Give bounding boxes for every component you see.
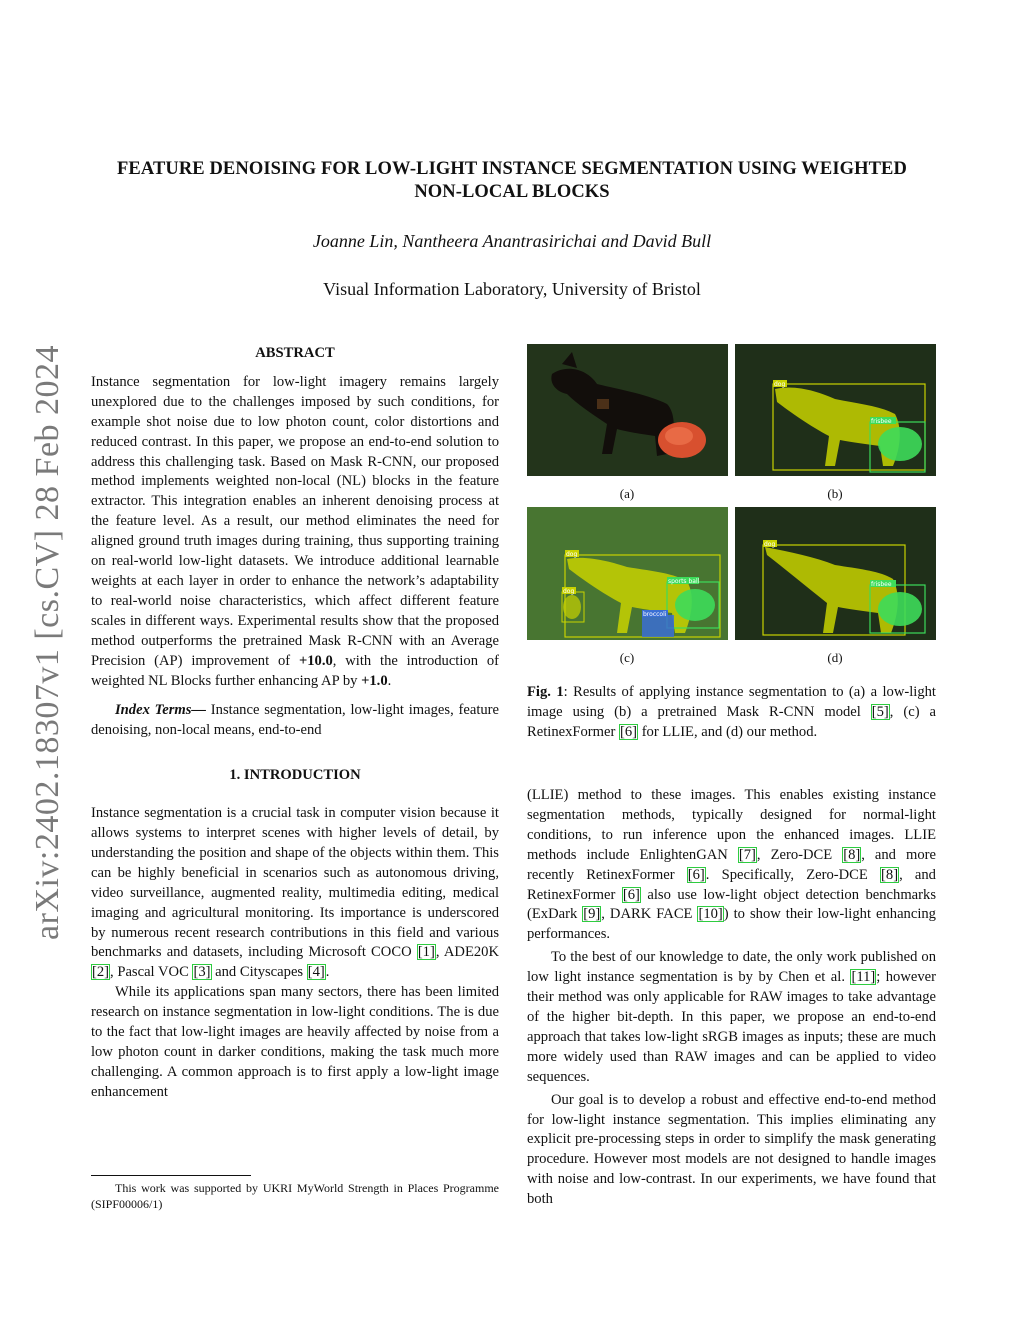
intro-p1-e: . <box>325 964 330 981</box>
citation-link[interactable]: [8] <box>843 846 861 863</box>
caption-label: Fig. 1 <box>527 684 564 700</box>
intro-p1-a: Instance segmentation is a crucial task in computer vision because it allows systems to interpret scenes with higher levels of detail, by understanding the position and shape of the objects within them. This can be highly beneficial in scenarios such as autonomous driving, video surveillance, augmented reality, multimedia editing, medical imaging and agricultural monitoring. Its importance is underscored by numerous recent research contributions in this field and various benchmarks and datasets, including Microsoft COCO <box>91 805 499 961</box>
sublabel-c: (c) <box>619 650 635 665</box>
det-label-b-0: dog <box>774 381 786 388</box>
caption-text-3: for LLIE, and (d) our method. <box>638 723 818 740</box>
caption-text-2: , (c) a RetinexFormer <box>527 703 936 740</box>
left-column <box>91 344 499 1103</box>
footnote-rule <box>91 1175 251 1176</box>
abstract-text-1: Instance segmentation for low-light imagery remains largely unexplored due to the challenges imposed by such conditions, for example shot noise due to low photon count, color distortions and reduced contrast. In this paper, we propose an end-to-end solution to address this challenging task. Based on Mask R-CNN, our proposed method implements weighted non-local (NL) blocks in the feature extractor. This integration enables an inherent denoising process at the feature level. As a result, our method eliminates the need for aligned ground truth images during training, thus supporting training on real-world low-light datasets. We introduce additional learnable weights at each layer in order to enhance the network’s adaptability to real-world noise characteristics, which affect different feature scales in different ways. Experimental results show that the proposed method outperforms the pretrained Mask R-CNN with an Average Precision (AP) improvement of <box>91 373 499 669</box>
title-line-1: FEATURE DENOISING FOR LOW-LIGHT INSTANCE SEGMENTATION USING WEIGHTED <box>117 159 907 179</box>
sublabel-a: (a) <box>619 486 635 501</box>
citation-link[interactable]: [7] <box>738 846 756 863</box>
low-light-photo <box>527 344 728 476</box>
figure-panel-b <box>735 344 936 476</box>
citation-link[interactable]: [3] <box>193 964 211 981</box>
pretrained-mask-result <box>735 344 936 476</box>
abstract-text-2: , with the introduction of weighted NL Blocks further enhancing AP by <box>91 652 499 689</box>
ap-gain-1: +10.0 <box>298 652 333 669</box>
figure-caption <box>527 683 936 743</box>
intro-paragraph-4 <box>527 948 936 1087</box>
det-label-d-1: frisbee <box>871 581 892 588</box>
sublabel-d: (d) <box>827 650 843 665</box>
det-label-c-3: dog <box>563 588 575 595</box>
det-label-c-0: dog <box>566 551 578 558</box>
citation-link[interactable]: [8] <box>881 866 899 883</box>
citation-link[interactable]: [9] <box>583 906 601 923</box>
figure-panel-a <box>527 344 728 476</box>
intro-p1-d: and Cityscapes <box>211 964 307 981</box>
right-column <box>527 786 936 1210</box>
det-label-c-1: sports ball <box>668 578 700 585</box>
abstract-text <box>91 373 499 692</box>
figure-panel-c <box>527 507 728 640</box>
title-line-2: NON-LOCAL BLOCKS <box>414 182 610 202</box>
affiliation: Visual Information Laboratory, University of Bristol <box>323 279 701 299</box>
citation-link[interactable]: [10] <box>698 906 723 923</box>
intro-p3-a: (LLIE) method to these images. This enables existing instance segmentation methods, typically designed for normal-light conditions, to run inference upon the enhanced images. LLIE methods include EnlightenGAN <box>527 787 936 863</box>
abstract-heading: ABSTRACT <box>255 345 335 361</box>
citation-link[interactable]: [1] <box>417 944 435 961</box>
intro-paragraph-2: While its applications span many sectors, there has been limited research on instance segmentation in low-light conditions. The is due to the fact that low-light images are heavily affected by noise from a low photon count in darker conditions, making the task much more challenging. A common approach is to first apply a low-light image enhancement <box>91 984 499 1100</box>
intro-p3-e: , and RetinexFormer <box>527 866 936 903</box>
arxiv-identifier: arXiv:2402.18307v1 [cs.CV] 28 Feb 2024 <box>29 344 66 940</box>
authors: Joanne Lin, Nantheera Anantrasirichai and David Bull <box>312 231 712 251</box>
abstract-text-3: . <box>387 672 392 689</box>
intro-paragraph-5: Our goal is to develop a robust and effective end-to-end method for low-light instance segmentation. This implies eliminating any explicit pre-processing steps in order to simplify the mask generating procedure. However most models are not designed to handle images with noise and low-contrast. In our experiments, we have found that both <box>527 1091 936 1208</box>
citation-link[interactable]: [4] <box>307 964 325 981</box>
retinexformer-result <box>527 507 728 640</box>
intro-p1-c: , Pascal VOC <box>110 964 193 981</box>
intro-p3-f: also use low-light object detection benchmarks (ExDark <box>527 886 936 923</box>
index-terms-label: Index Terms— <box>115 702 207 719</box>
intro-p3-b: , Zero-DCE <box>756 846 843 863</box>
caption-text-1: : Results of applying instance segmentation to (a) a low-light image using (b) a pretrained Mask R-CNN model <box>527 684 936 720</box>
intro-p3-c: , and more recently RetinexFormer <box>527 846 936 883</box>
figure-panel-d <box>735 507 936 640</box>
our-method-result <box>735 507 936 640</box>
index-terms <box>91 701 499 741</box>
citation-link[interactable]: [6] <box>687 866 705 883</box>
citation-link[interactable]: [11] <box>851 969 876 986</box>
intro-paragraph-1 <box>91 804 499 983</box>
ap-gain-2: +1.0 <box>361 672 388 689</box>
intro-p4-a: To the best of our knowledge to date, the only work published on low light instance segmentation is by by Chen et al. <box>527 949 936 986</box>
footnote: This work was supported by UKRI MyWorld Strength in Places Programme (SIPF00006/1) <box>91 1181 499 1211</box>
sublabel-b: (b) <box>827 486 843 501</box>
intro-p3-d: . Specifically, Zero-DCE <box>705 866 881 883</box>
intro-p1-b: , ADE20K <box>435 944 500 961</box>
citation-link[interactable]: [6] <box>622 886 640 903</box>
citation-link[interactable]: [6] <box>620 723 638 740</box>
det-label-d-0: dog <box>764 541 776 548</box>
index-terms-text: Instance segmentation, low-light images, feature denoising, non-local means, end-to-end <box>91 702 500 739</box>
det-label-b-1: frisbee <box>871 418 892 425</box>
det-label-c-2: broccoli <box>643 611 667 618</box>
intro-paragraph-3 <box>527 786 936 945</box>
intro-p4-b: ; however their method was only applicable for RAW images to take advantage of the higher bit-depth. In this paper, we propose an end-to-end approach that takes low-light sRGB images as inputs; these are much more widely used than RAW images and can be applied to video sequences. <box>527 969 937 1085</box>
intro-heading: 1. INTRODUCTION <box>229 767 361 784</box>
citation-link[interactable]: [5] <box>871 703 889 720</box>
intro-p3-g: , DARK FACE <box>601 906 698 923</box>
citation-link[interactable]: [2] <box>92 964 110 981</box>
paper-title <box>60 158 964 204</box>
intro-p3-h: ) to show their low-light enhancing performances. <box>527 906 936 943</box>
